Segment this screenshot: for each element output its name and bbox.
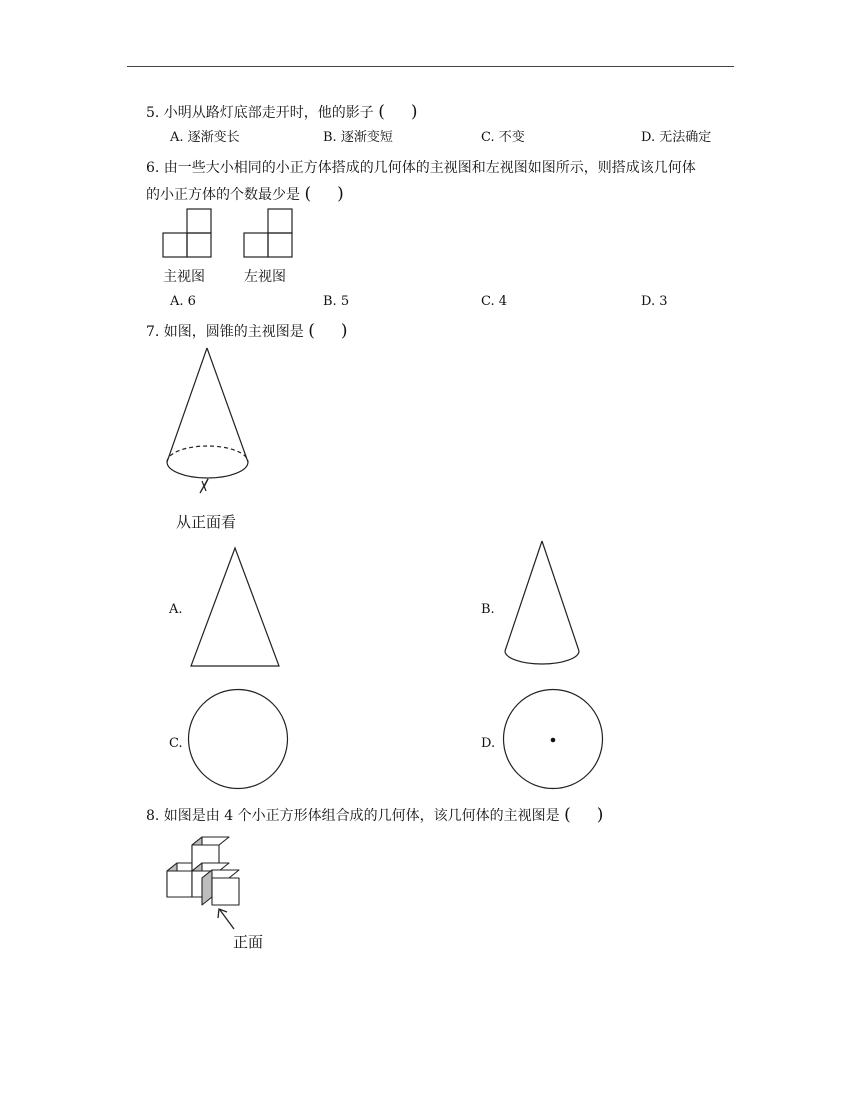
q7-option-d-label: D. [481,736,496,751]
question-5-text: 5. 小明从路灯底部走开时，他的影子 [146,105,374,121]
question-6-line-2 [146,185,344,204]
front-view-square [163,233,187,257]
answer-paren-close: ) [596,805,604,825]
view-direction-arrow [200,479,208,493]
front-view-caption: 主视图 [163,269,205,285]
question-6-line-1: 6. 由一些大小相同的小正方体搭成的几何体的主视图和左视图如图所示，则搭成该几何体 [146,160,696,176]
q5-option-b: B. 逐渐变短 [323,130,393,145]
side-view-caption: 左视图 [244,269,286,285]
answer-paren-open: ( [308,321,315,341]
q5-option-c: C. 不变 [481,130,525,145]
answer-paren-close: ) [337,184,344,204]
question-8 [146,806,603,825]
cone-icon [500,538,585,673]
front-caption: 正面 [233,933,264,951]
q5-option-d: D. 无法确定 [641,130,712,145]
answer-paren-open: ( [304,184,312,204]
cone-figure [160,345,260,495]
q6-option-a: A. 6 [170,294,196,309]
side-view-square [268,233,292,257]
q7-option-a-label: A. [169,602,183,617]
q6-option-b: B. 5 [323,294,350,309]
q7-option-c-label: C. [169,736,183,751]
side-view-square [244,233,268,257]
circle-with-center-icon [501,688,607,792]
view-direction-caption: 从正面看 [176,513,237,531]
answer-paren-close: ) [410,102,418,122]
front-view-square [187,209,211,233]
q6-option-d: D. 3 [641,294,668,309]
q7-option-b-label: B. [481,602,495,617]
question-7-text: 7. 如图，圆锥的主视图是 [146,324,304,340]
triangle-icon [188,545,283,670]
answer-paren-open: ( [378,102,385,122]
side-view-square [268,209,292,233]
question-7 [146,322,348,341]
question-6-text: 的小正方体的个数最少是 [146,187,300,203]
answer-paren-close: ) [340,321,348,341]
cubes-figure [160,830,260,930]
answer-paren-open: ( [564,805,571,825]
center-point [551,738,556,743]
circle-icon [185,688,291,792]
q6-option-c: C. 4 [481,294,508,309]
front-view-square [187,233,211,257]
header-rule [127,66,734,67]
question-5 [146,103,418,122]
views-figure [160,207,300,261]
front-direction-arrow [220,910,234,929]
q5-option-a: A. 逐渐变长 [170,130,240,145]
question-8-text: 8. 如图是由 4 个小正方形体组合成的几何体，该几何体的主视图是 [146,808,560,824]
